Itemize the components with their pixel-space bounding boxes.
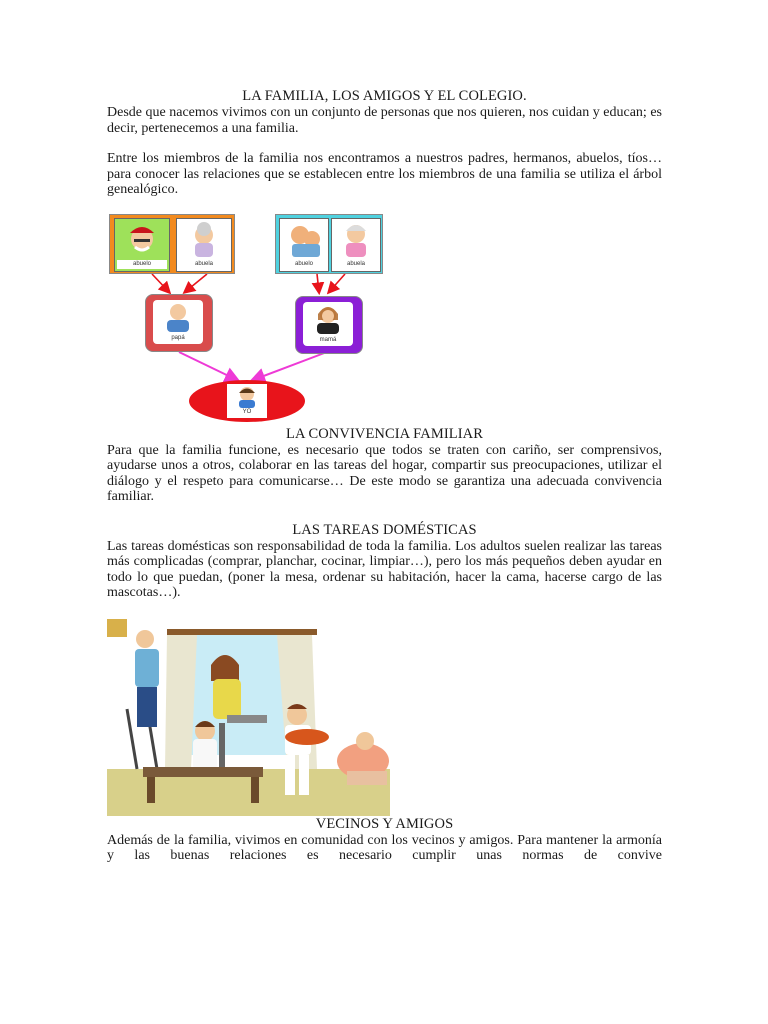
- dad-card: [145, 294, 213, 352]
- me-oval: [189, 380, 305, 422]
- grandpa-label-2: abuelo: [282, 260, 326, 269]
- dad-label: papá: [155, 334, 201, 343]
- family-tree-diagram: [107, 212, 397, 424]
- document-title: LA FAMILIA, LOS AMIGOS Y EL COLEGIO.: [242, 88, 527, 104]
- heading-convivencia: LA CONVIVENCIA FAMILIAR: [286, 425, 483, 442]
- heading-tareas: LAS TAREAS DOMÉSTICAS: [292, 521, 477, 538]
- mom-label: mamá: [305, 336, 351, 345]
- grandmother-icon: [177, 219, 231, 259]
- paragraph-tareas: Las tareas domésticas son responsabilidad de toda la familia. Los adultos suelen realizar las tareas más complicadas (comprar, planchar, cocinar, limpiar…), pero los más pequeños deben ayudar en todo lo que puedan, (poner la mesa, ordenar su habitación, hacer la cama, hacerse cargo de las mascotas…).: [107, 538, 662, 600]
- paragraph-vecinos: Además de la familia, vivimos en comunidad con los vecinos y amigos. Para mantener la armonía y las buenas relaciones es necesario cumplir unas normas de convive: [107, 832, 662, 863]
- grandmother-icon-2: [332, 219, 380, 259]
- paragraph-convivencia: Para que la familia funcione, es necesario que todos se traten con cariño, ser comprensivos, ayudarse unos a otros, colaborar en las tareas del hogar, compartir sus preocupaciones, utilizar el diálogo y el respeto para comunicarse… De este modo se garantiza una adecuada convivencia familiar.: [107, 442, 662, 504]
- grandma-label-1: abuela: [179, 260, 229, 269]
- family-chores-image: [107, 619, 390, 816]
- grandma-label-2: abuela: [334, 260, 378, 269]
- heading-vecinos: VECINOS Y AMIGOS: [315, 815, 454, 832]
- mom-card: [295, 296, 363, 354]
- household-chores-illustration: [107, 619, 390, 816]
- grandpa-label-1: abuelo: [117, 260, 167, 269]
- intro-paragraph-2: Entre los miembros de la familia nos encontramos a nuestros padres, hermanos, abuelos, tíos… para conocer las relaciones que se establecen entre los miembros de una familia se utiliza el árbol genealógico.: [107, 151, 662, 197]
- grandfather-icon-2: [280, 219, 328, 259]
- grandparents-maternal-card: [275, 214, 383, 274]
- grandfather-icon: [115, 219, 169, 259]
- document-page: [107, 88, 662, 864]
- father-icon: [153, 300, 203, 332]
- child-icon: [227, 384, 267, 408]
- me-label: YO: [229, 408, 265, 417]
- mother-icon: [303, 302, 353, 334]
- grandparents-paternal-card: [109, 214, 235, 274]
- intro-paragraph-1: Desde que nacemos vivimos con un conjunto de personas que nos quieren, nos cuidan y educan; es decir, pertenecemos a una familia.: [107, 105, 662, 136]
